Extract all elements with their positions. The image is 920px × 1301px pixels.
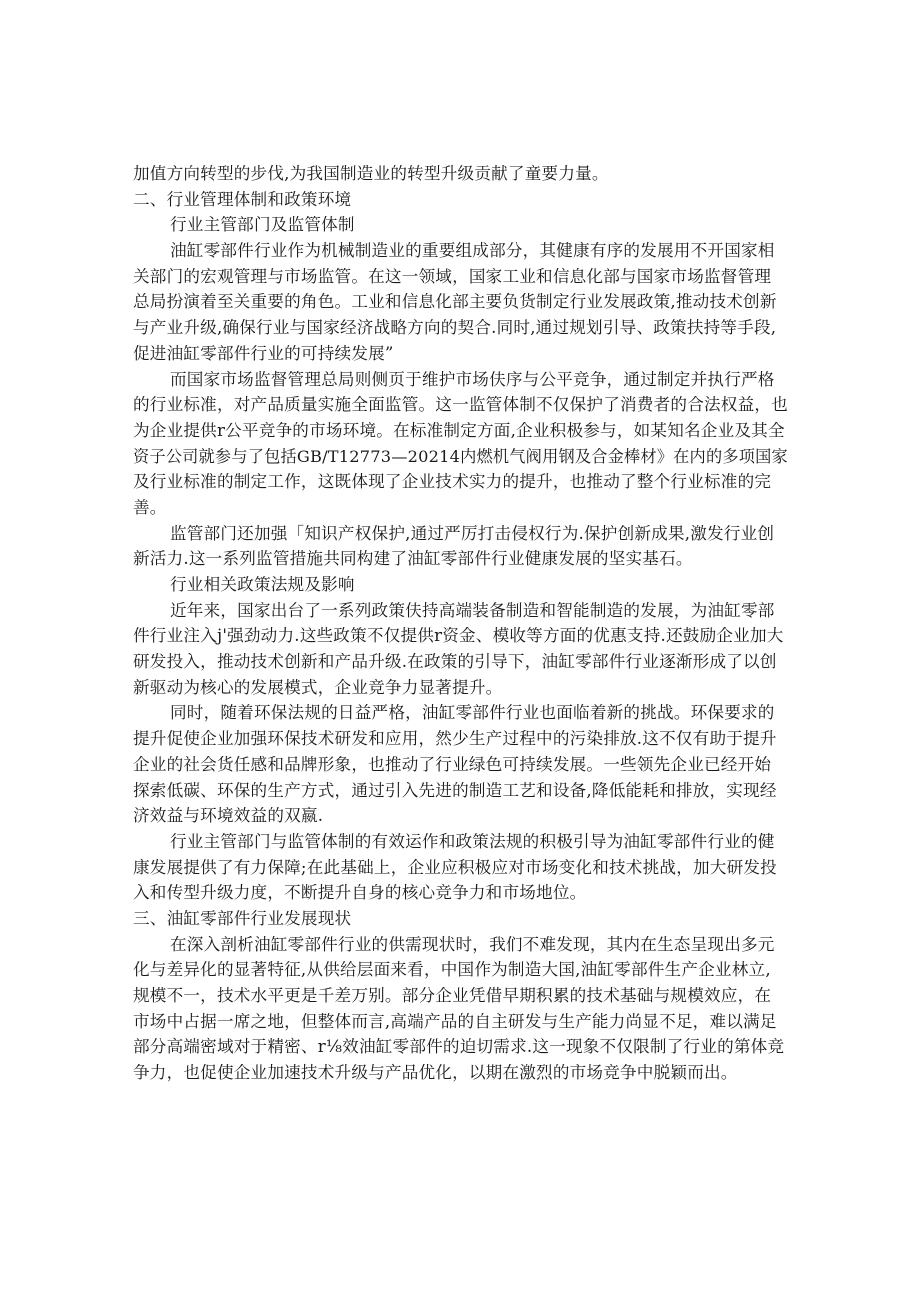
- text-line: 与产业升级,确保行业与国家经济战略方向的契合.同时,通过规划引导、政策扶持等手段,: [133, 318, 777, 338]
- text-line: 加值方向转型的步伐,为我国制造业的转型升级贡献了童要力量。: [133, 164, 609, 183]
- text-line: 总局扮演着至关重要的角色。工业和信息化部主要负货制定行业发展政策,推动技术创新: [133, 292, 777, 312]
- text-line: 入和传型升级力度，不断提升自身的核心竞争力和市场地位。: [133, 883, 587, 903]
- text-line: 研发投入，推动技术创新和产品升级.在政策的引导下，油缸零部件行业逐渐形成了以创: [133, 652, 777, 672]
- paragraph-first-line: 监管部门还加强「知识产权保护,通过严厉打击侵权行为.保护创新成果,激发行业创: [170, 523, 775, 543]
- text-line: 善。: [133, 497, 167, 517]
- paragraph-first-line: 同时，随着环保法规的日益严格，油缸零部件行业也面临着新的挑战。环保要求的: [170, 703, 775, 723]
- paragraph-first-line: 在深入剖析油缸零部件行业的供需现状时，我们不难发现，其内在生态呈现出多元: [170, 934, 775, 954]
- text-line: 件行业注入j'强劲动力.这些政策不仅提供r资金、模收等方面的优惠支持.还鼓励企业加大: [133, 626, 784, 646]
- paragraph-first-line: 而国家市场监督管理总局则侧页于维护市场伕序与公平竞争，通过制定并执行严格: [170, 369, 775, 389]
- text-line: 的行业标准，对产品质量实施全面监管。这一监管体制不仅保护了消费者的合法权益，也: [133, 395, 788, 415]
- text-line: 及行业标准的制定工作，这既体现了企业技术实力的提升，也推动了整个行业标准的完: [133, 472, 772, 492]
- text-line: 规模不一，技术水平更是千差万别。部分企业凭借早期积累的技术基础与规模效应，在: [133, 986, 772, 1005]
- text-line: 新活力.这一系列监管措施共同构建了油缸零部件行业健康发展的坚实基石。: [133, 549, 693, 569]
- text-line: 部分高端密域对于精密、r⅛效油缸零部件的迫切需求.这一现象不仅限制了行业的第体竞: [133, 1037, 785, 1057]
- paragraph-first-line: 行业主管部门与监管体制的有效运作和政策法规的积极引导为油缸零部件行业的健: [170, 831, 775, 851]
- text-line: 争力，也促使企业加速技术升级与产品优化，以期在激烈的市场竞争中脱颖而出。: [133, 1063, 738, 1083]
- text-line: 资子公司就参与了包括GB/T12773—20214内燃机气阀用钢及合金棒材》在内的多项国家: [133, 446, 788, 466]
- text-line: 济效益与环境效益的双嬴.: [133, 806, 324, 826]
- text-line: 企业的社会货任感和品牌形象，也推动了行业绿色可持续发展。一些领先企业已经开始: [133, 754, 772, 774]
- paragraph-first-line: 油缸零部件行业作为机械制造业的重要组成部分，其健康有序的发展用不开国家相: [170, 241, 775, 261]
- text-line: 关部门的宏观管理与市场监管。在这一领域，国家工业和信息化部与国家市场监督管理: [133, 266, 772, 286]
- text-line: 新驱动为核心的发展模式，企业竞争力显著提升。: [133, 677, 503, 697]
- text-line: 提升促使企业加强环保技术研发和应用，然少生产过程中的污染排放.这不仅有助于提升: [133, 729, 777, 749]
- text-line: 为企业提供r公平竞争的市场环境。在标准制定方面,企业积极参与，如某知名企业及其全: [133, 420, 785, 440]
- text-line: 康发展提供了有力保障;在此基础上，企业应积极应对市场变化和技术挑战，加大研发投: [133, 857, 777, 877]
- text-line: 化与差异化的显著特征,从供给层面来看，中国作为制造大国,油缸零部件生产企业林立,: [133, 960, 771, 980]
- paragraph-first-line: 近年来，国家出台了一系列政策伕持高端装备制造和智能制造的发展，为油缸零部: [170, 600, 775, 620]
- section-heading: 三、油缸零部件行业发展现状: [133, 908, 352, 928]
- text-line: 市场中占据一席之地，但整体而言,高端产品的自主研发与生产能力尚显不足，难以满足: [133, 1011, 777, 1031]
- document-body: [133, 161, 793, 1086]
- text-line: 促进油缸零部件行业的可持续发展”: [133, 343, 394, 363]
- text-line: 探索低碳、环保的生产方式，通过引入先进的制造工艺和设备,降低能耗和排放，实现经: [133, 780, 777, 800]
- subsection-heading: 行业主管部门及监管体制: [170, 215, 355, 235]
- section-heading: 二、行业管理体制和政策环境: [133, 189, 352, 209]
- subsection-heading: 行业相关政策法规及影响: [170, 575, 355, 594]
